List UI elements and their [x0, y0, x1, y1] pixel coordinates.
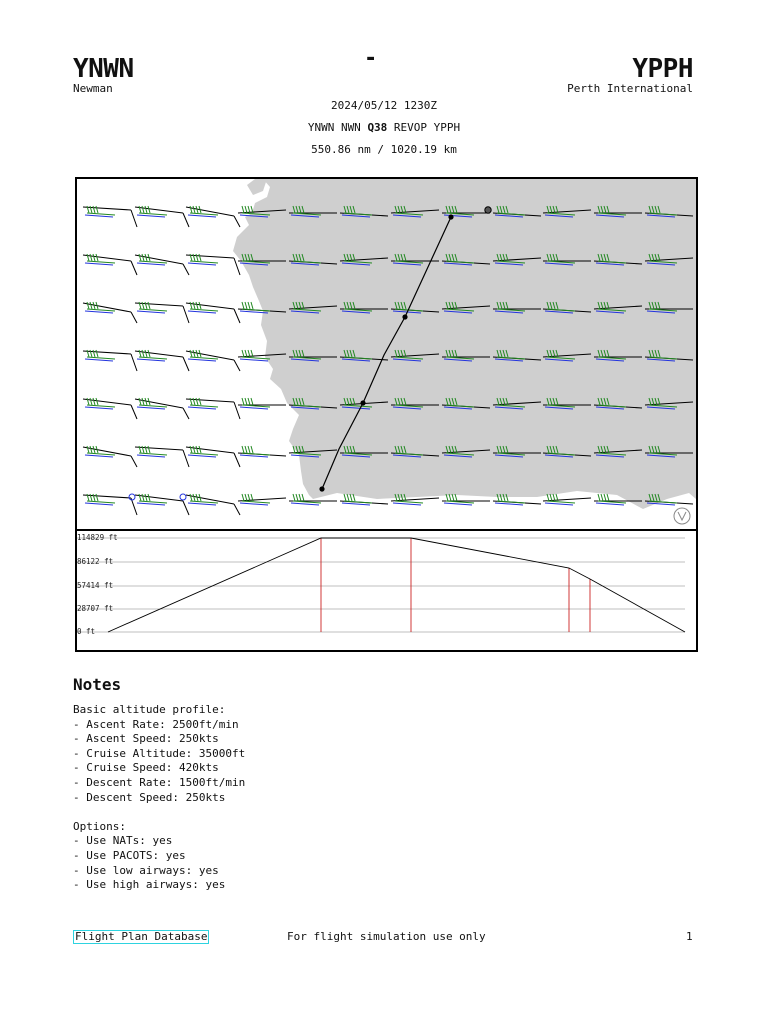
wind-barb-stroke	[148, 446, 150, 453]
wind-barb-stroke	[395, 501, 423, 503]
wind-barb-stroke	[139, 405, 167, 407]
wind-map	[75, 177, 698, 531]
wind-barb-stroke	[234, 216, 240, 227]
wind-barb-stroke	[96, 494, 98, 501]
wind-barb-stroke	[131, 405, 137, 419]
wind-barb-stroke	[188, 215, 216, 217]
wind-barb-stroke	[148, 302, 150, 309]
wind-barb-stroke	[139, 494, 141, 501]
wind-barb-stroke	[234, 504, 240, 515]
wind-barb-stroke	[190, 405, 218, 407]
wind-barb-stroke	[347, 494, 349, 501]
wind-barb-stroke	[188, 503, 216, 505]
wind-barb-stroke	[188, 311, 216, 313]
wind-barb-stroke	[137, 407, 165, 409]
wind-barb-stroke	[190, 350, 192, 357]
wind-barb-stroke	[137, 311, 165, 313]
origin-name: Newman	[73, 82, 113, 95]
map-logo-icon	[674, 508, 690, 524]
notes-line: - Use PACOTS: yes	[73, 848, 186, 862]
wind-barb-stroke	[137, 215, 165, 217]
wind-barb-stroke	[543, 498, 591, 501]
profile-line	[108, 538, 685, 632]
station-marker	[485, 207, 491, 213]
coastline-land	[233, 179, 696, 509]
wind-barb-stroke	[131, 312, 137, 323]
wind-barb-stroke	[199, 398, 201, 405]
route-prefix: YNWN NWN	[307, 121, 368, 134]
wind-barb-stroke	[131, 354, 137, 371]
wind-barb-stroke	[242, 302, 244, 309]
wind-barb-stroke	[196, 302, 198, 309]
wind-barb-stroke	[183, 306, 189, 323]
wind-barb-stroke	[190, 309, 218, 311]
wind-barb-stroke	[248, 398, 250, 405]
wind-barb-stroke	[296, 494, 298, 501]
wind-barb-stroke	[85, 263, 113, 265]
notes-body	[73, 703, 245, 893]
wind-barb-stroke	[87, 501, 115, 503]
wind-barb-stroke	[131, 498, 137, 515]
coastline-land-north	[247, 179, 267, 195]
wind-barb-stroke	[190, 494, 192, 501]
wind-barb-stroke	[85, 455, 113, 457]
wind-barb-stroke	[93, 494, 95, 501]
wind-barb-stroke	[145, 206, 147, 213]
wind-barb-stroke	[596, 503, 624, 505]
altitude-profile-chart	[77, 531, 696, 650]
wind-barb-stroke	[137, 455, 165, 457]
route-waypoint-destination	[448, 214, 453, 219]
wind-barb-stroke	[96, 254, 98, 261]
notes-line: - Descent Rate: 1500ft/min	[73, 775, 246, 789]
wind-barb-stroke	[139, 261, 167, 263]
wind-barb-stroke	[190, 206, 192, 213]
wind-barb-stroke	[190, 357, 218, 359]
wind-barb-stroke	[87, 213, 115, 215]
wind-barb-stroke	[96, 398, 98, 405]
wind-barb-stroke	[199, 446, 201, 453]
wind-barb-stroke	[251, 398, 253, 405]
station-marker	[180, 494, 186, 500]
wind-barb-stroke	[139, 453, 167, 455]
origin-code: YNWN	[73, 54, 134, 84]
wind-barb-stroke	[137, 503, 165, 505]
page-number: 1	[686, 930, 693, 943]
wind-barb-stroke	[391, 498, 439, 501]
wind-barb-stroke	[199, 254, 201, 261]
wind-barb-stroke	[291, 503, 319, 505]
wind-barb-stroke	[145, 494, 147, 501]
wind-barb-stroke	[601, 494, 603, 501]
wind-barb-stroke	[87, 453, 115, 455]
wind-barb-stroke	[87, 254, 89, 261]
wind-barb-stroke	[545, 503, 573, 505]
wind-barb-stroke	[344, 494, 346, 501]
wind-barb-stroke	[139, 309, 167, 311]
destination-name: Perth International	[567, 82, 693, 95]
wind-barb-stroke	[242, 206, 244, 213]
wind-barb-stroke	[87, 357, 115, 359]
wind-barb-stroke	[190, 501, 218, 503]
wind-barb-stroke	[190, 302, 192, 309]
wind-barb-stroke	[96, 350, 98, 357]
notes-line: - Use NATs: yes	[73, 834, 173, 848]
wind-barb-stroke	[238, 498, 286, 501]
wind-barb-stroke	[183, 264, 189, 275]
wind-barb-stroke	[137, 263, 165, 265]
wind-barb-stroke	[245, 350, 247, 357]
route-string	[0, 121, 768, 134]
wind-barb-stroke	[139, 357, 167, 359]
wind-barb-stroke	[148, 350, 150, 357]
wind-barb-stroke	[242, 494, 244, 501]
wind-barb-stroke	[142, 350, 144, 357]
wind-barb-stroke	[139, 206, 141, 213]
wind-barb-stroke	[93, 350, 95, 357]
wind-barb-stroke	[190, 213, 218, 215]
altitude-label: 114829 ft	[77, 533, 118, 542]
wind-barb-stroke	[142, 254, 144, 261]
notes-line: Options:	[73, 819, 126, 833]
wind-barb-stroke	[240, 455, 268, 457]
wind-barb-stroke	[547, 501, 575, 503]
wind-barb-stroke	[234, 309, 240, 323]
wind-barb-stroke	[90, 254, 92, 261]
wind-barb-stroke	[188, 263, 216, 265]
wind-barb-stroke	[139, 254, 141, 261]
notes-line: - Use low airways: yes	[73, 863, 219, 877]
wind-barb-stroke	[137, 359, 165, 361]
notes-line: - Cruise Speed: 420kts	[73, 761, 219, 775]
notes-line	[73, 805, 245, 820]
wind-barb-stroke	[193, 446, 195, 453]
wind-barb-stroke	[93, 254, 95, 261]
wind-barb-stroke	[85, 215, 113, 217]
wind-barb-stroke	[131, 261, 137, 275]
footer-disclaimer: For flight simulation use only	[287, 930, 486, 943]
route-airway: Q38	[367, 121, 388, 134]
wind-barb-stroke	[248, 302, 250, 309]
wind-barb-stroke	[196, 254, 198, 261]
wind-barb-stroke	[85, 359, 113, 361]
wind-barb-stroke	[234, 453, 240, 467]
altitude-label: 0 ft	[77, 627, 96, 636]
notes-line: - Ascent Rate: 2500ft/min	[73, 717, 239, 731]
notes-line: - Use high airways: yes	[73, 878, 226, 892]
wind-barb-stroke	[87, 261, 115, 263]
wind-barb-stroke	[550, 494, 552, 501]
wind-barb-stroke	[96, 206, 98, 213]
wind-barb-stroke	[598, 494, 600, 501]
wind-map-canvas	[77, 179, 696, 529]
wind-barb-stroke	[87, 398, 89, 405]
wind-barb-stroke	[199, 302, 201, 309]
wind-barb-stroke	[87, 302, 89, 309]
wind-barb-stroke	[196, 398, 198, 405]
wind-barb-stroke	[188, 359, 216, 361]
wind-barb-stroke	[193, 494, 195, 501]
wind-barb-stroke	[85, 407, 113, 409]
wind-barb-stroke	[193, 350, 195, 357]
wind-barb-stroke	[190, 446, 192, 453]
wind-barb-stroke	[90, 398, 92, 405]
wind-barb-stroke	[196, 446, 198, 453]
wind-barb-stroke	[444, 503, 472, 505]
wind-barb-stroke	[145, 302, 147, 309]
wind-barb-stroke	[142, 206, 144, 213]
altitude-label: 28707 ft	[77, 604, 114, 613]
wind-barb-stroke	[85, 503, 113, 505]
route-waypoint	[402, 314, 407, 319]
wind-barb-stroke	[188, 455, 216, 457]
wind-barb-stroke	[148, 494, 150, 501]
wind-barb-stroke	[240, 407, 268, 409]
wind-barb-stroke	[242, 446, 244, 453]
wind-barb-stroke	[139, 350, 141, 357]
notes-line: - Cruise Altitude: 35000ft	[73, 746, 246, 760]
station-marker	[129, 494, 135, 500]
wind-barb-stroke	[90, 302, 92, 309]
wind-barb-stroke	[183, 408, 189, 419]
wind-barb-stroke	[248, 446, 250, 453]
wind-barb-stroke	[342, 503, 370, 505]
wind-barb-stroke	[302, 494, 304, 501]
wind-barb-stroke	[93, 398, 95, 405]
wind-barb-stroke	[242, 398, 244, 405]
wind-barb-stroke	[87, 446, 89, 453]
altitude-label: 57414 ft	[77, 581, 114, 590]
wind-barb-stroke	[139, 398, 141, 405]
wind-barb-stroke	[607, 494, 609, 501]
route-suffix: REVOP YPPH	[387, 121, 461, 134]
wind-barb-stroke	[245, 398, 247, 405]
route-waypoint	[360, 400, 365, 405]
wind-barb-stroke	[240, 359, 268, 361]
route-distance: 550.86 nm / 1020.19 km	[311, 143, 457, 156]
route-separator: -	[364, 46, 378, 71]
wind-barb-stroke	[90, 446, 92, 453]
wind-barb-stroke	[245, 302, 247, 309]
profile-gridlines	[77, 538, 685, 632]
route-waypoint-origin	[319, 486, 324, 491]
notes-line: - Ascent Speed: 250kts	[73, 732, 219, 746]
wind-barb-stroke	[139, 501, 167, 503]
wind-barb-stroke	[299, 494, 301, 501]
wind-barb-stroke	[245, 206, 247, 213]
altitude-profile	[75, 529, 698, 652]
notes-title: Notes	[73, 675, 122, 694]
wind-barb-stroke	[604, 494, 606, 501]
wind-barb-stroke	[251, 302, 253, 309]
wind-barb-stroke	[142, 494, 144, 501]
wind-barb-stroke	[139, 213, 167, 215]
flight-plan-database-link[interactable]: Flight Plan Database	[75, 930, 208, 943]
wind-barb-stroke	[251, 446, 253, 453]
wind-barb-stroke	[240, 503, 268, 505]
notes-line: Basic altitude profile:	[73, 703, 226, 716]
wind-barb-stroke	[193, 302, 195, 309]
wind-barb-stroke	[142, 398, 144, 405]
wind-barb-stroke	[190, 261, 218, 263]
wind-barb-stroke	[293, 494, 295, 501]
profile-altitude-labels	[77, 533, 118, 636]
wind-barb-stroke	[188, 407, 216, 409]
wind-barb-stroke	[190, 453, 218, 455]
wind-barb-stroke	[87, 405, 115, 407]
wind-barb-stroke	[193, 206, 195, 213]
wind-barb-stroke	[131, 456, 137, 467]
flight-datetime: 2024/05/12 1230Z	[331, 99, 437, 112]
wind-barb-stroke	[245, 494, 247, 501]
wind-barb-stroke	[87, 309, 115, 311]
destination-code: YPPH	[632, 54, 693, 84]
wind-barb-stroke	[495, 503, 523, 505]
altitude-label: 86122 ft	[77, 557, 114, 566]
notes-line: - Descent Speed: 250kts	[73, 790, 226, 804]
wind-barb-stroke	[183, 450, 189, 467]
wind-barb-stroke	[145, 350, 147, 357]
profile-markers	[321, 538, 590, 632]
wind-barb-stroke	[242, 501, 270, 503]
wind-barb-stroke	[242, 350, 244, 357]
wind-barb-stroke	[234, 360, 240, 371]
wind-barb-stroke	[85, 311, 113, 313]
wind-barb-stroke	[148, 206, 150, 213]
wind-barb-stroke	[145, 446, 147, 453]
wind-barb-stroke	[393, 503, 421, 505]
wind-barb-stroke	[245, 446, 247, 453]
wind-barb-stroke	[131, 210, 137, 227]
wind-barb-stroke	[93, 206, 95, 213]
